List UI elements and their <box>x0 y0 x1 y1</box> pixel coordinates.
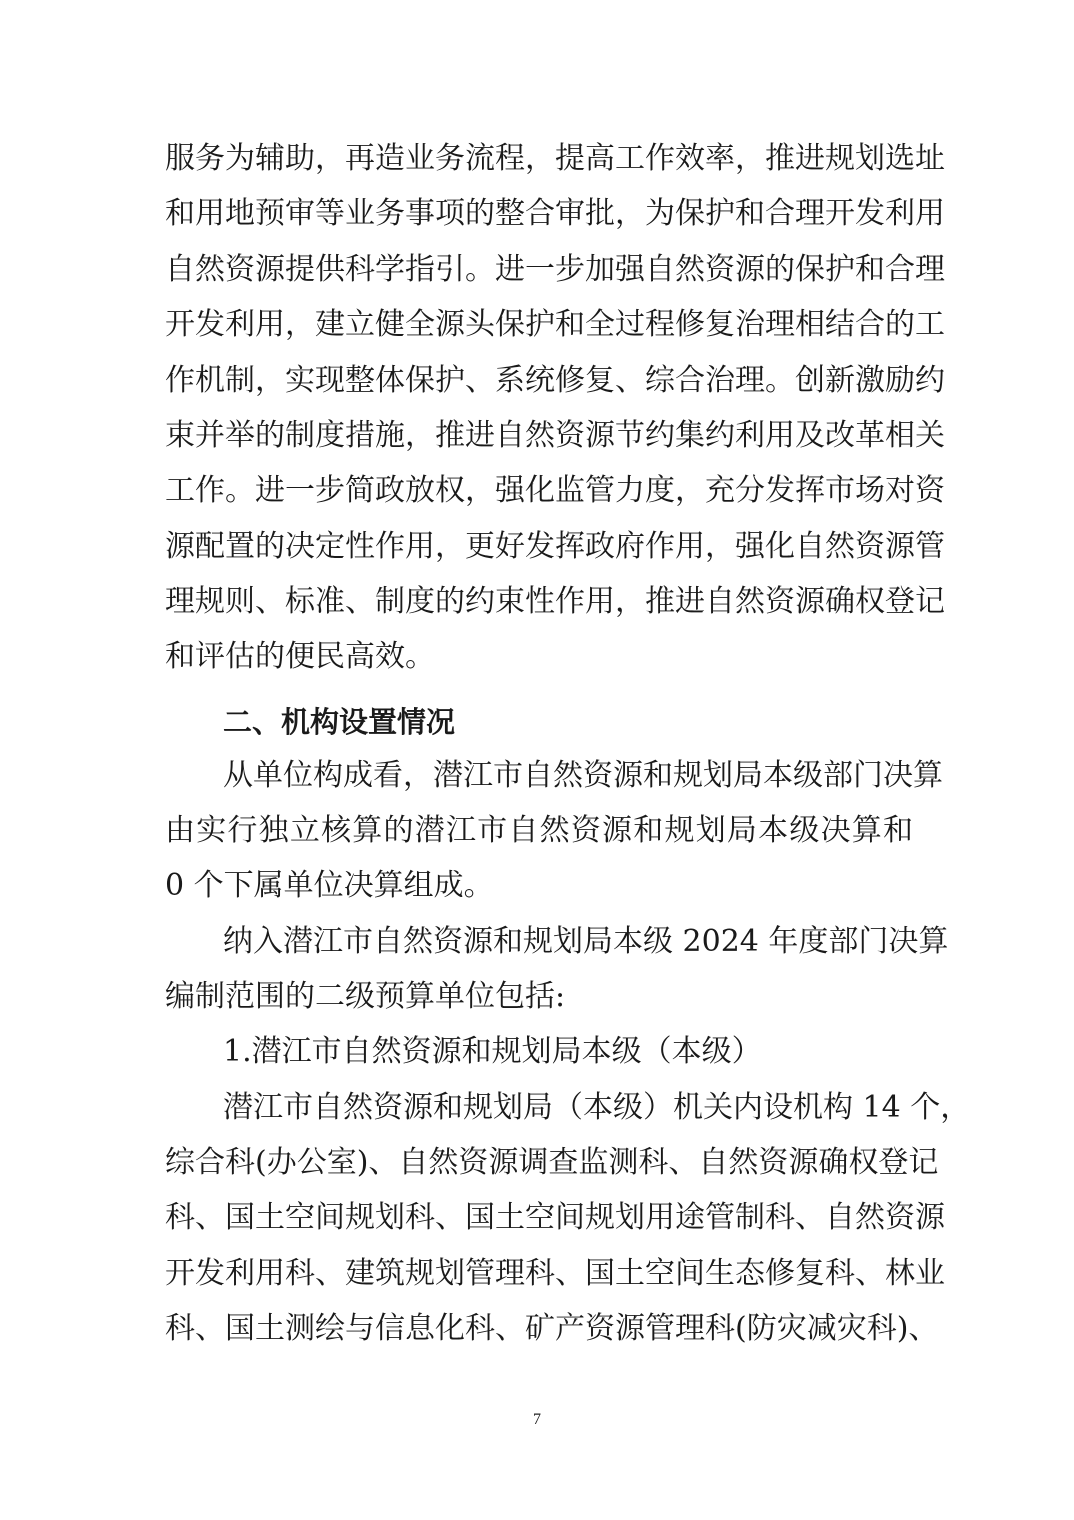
text-line: 潜江市自然资源和规划局（本级）机关内设机构 14 个， <box>223 1090 971 1125</box>
text-line: 作机制，实现整体保护、系统修复、综合治理。创新激励约 <box>165 363 945 398</box>
text-line: 从单位构成看，潜江市自然资源和规划局本级部门决算 <box>223 758 943 793</box>
section-heading: 二、机构设置情况 <box>223 705 456 739</box>
text-line: 工作。进一步简政放权，强化监管力度，充分发挥市场对资 <box>165 473 945 508</box>
text-line: 和用地预审等业务事项的整合审批，为保护和合理开发利用 <box>165 196 945 231</box>
text-line: 源配置的决定性作用，更好发挥政府作用，强化自然资源管 <box>165 529 945 564</box>
text-line: 开发利用，建立健全源头保护和全过程修复治理相结合的工 <box>165 307 945 342</box>
text-line: 开发利用科、建筑规划管理科、国土空间生态修复科、林业 <box>165 1256 945 1291</box>
text-line: 科、国土测绘与信息化科、矿产资源管理科(防灾减灾科)、 <box>165 1311 939 1346</box>
text-line: 和评估的便民高效。 <box>165 639 435 674</box>
text-line: 服务为辅助，再造业务流程，提高工作效率，推进规划选址 <box>165 141 945 176</box>
text-line: 纳入潜江市自然资源和规划局本级 2024 年度部门决算 <box>223 924 949 959</box>
text-line: 自然资源提供科学指引。进一步加强自然资源的保护和合理 <box>165 252 945 287</box>
text-line: 编制范围的二级预算单位包括: <box>165 979 566 1014</box>
text-line: 科、国土空间规划科、国土空间规划用途管制科、自然资源 <box>165 1200 945 1235</box>
page-number: 7 <box>533 1411 541 1428</box>
list-item: 1.潜江市自然资源和规划局本级（本级） <box>223 1034 762 1069</box>
text-line: 综合科(办公室)、自然资源调查监测科、自然资源确权登记 <box>165 1145 939 1180</box>
text-line: 束并举的制度措施，推进自然资源节约集约利用及改革相关 <box>165 418 945 453</box>
text-line: 由实行独立核算的潜江市自然资源和规划局本级决算和 <box>165 813 913 848</box>
text-line: 0 个下属单位决算组成。 <box>165 868 494 903</box>
text-line: 理规则、标准、制度的约束性作用，推进自然资源确权登记 <box>165 584 945 619</box>
